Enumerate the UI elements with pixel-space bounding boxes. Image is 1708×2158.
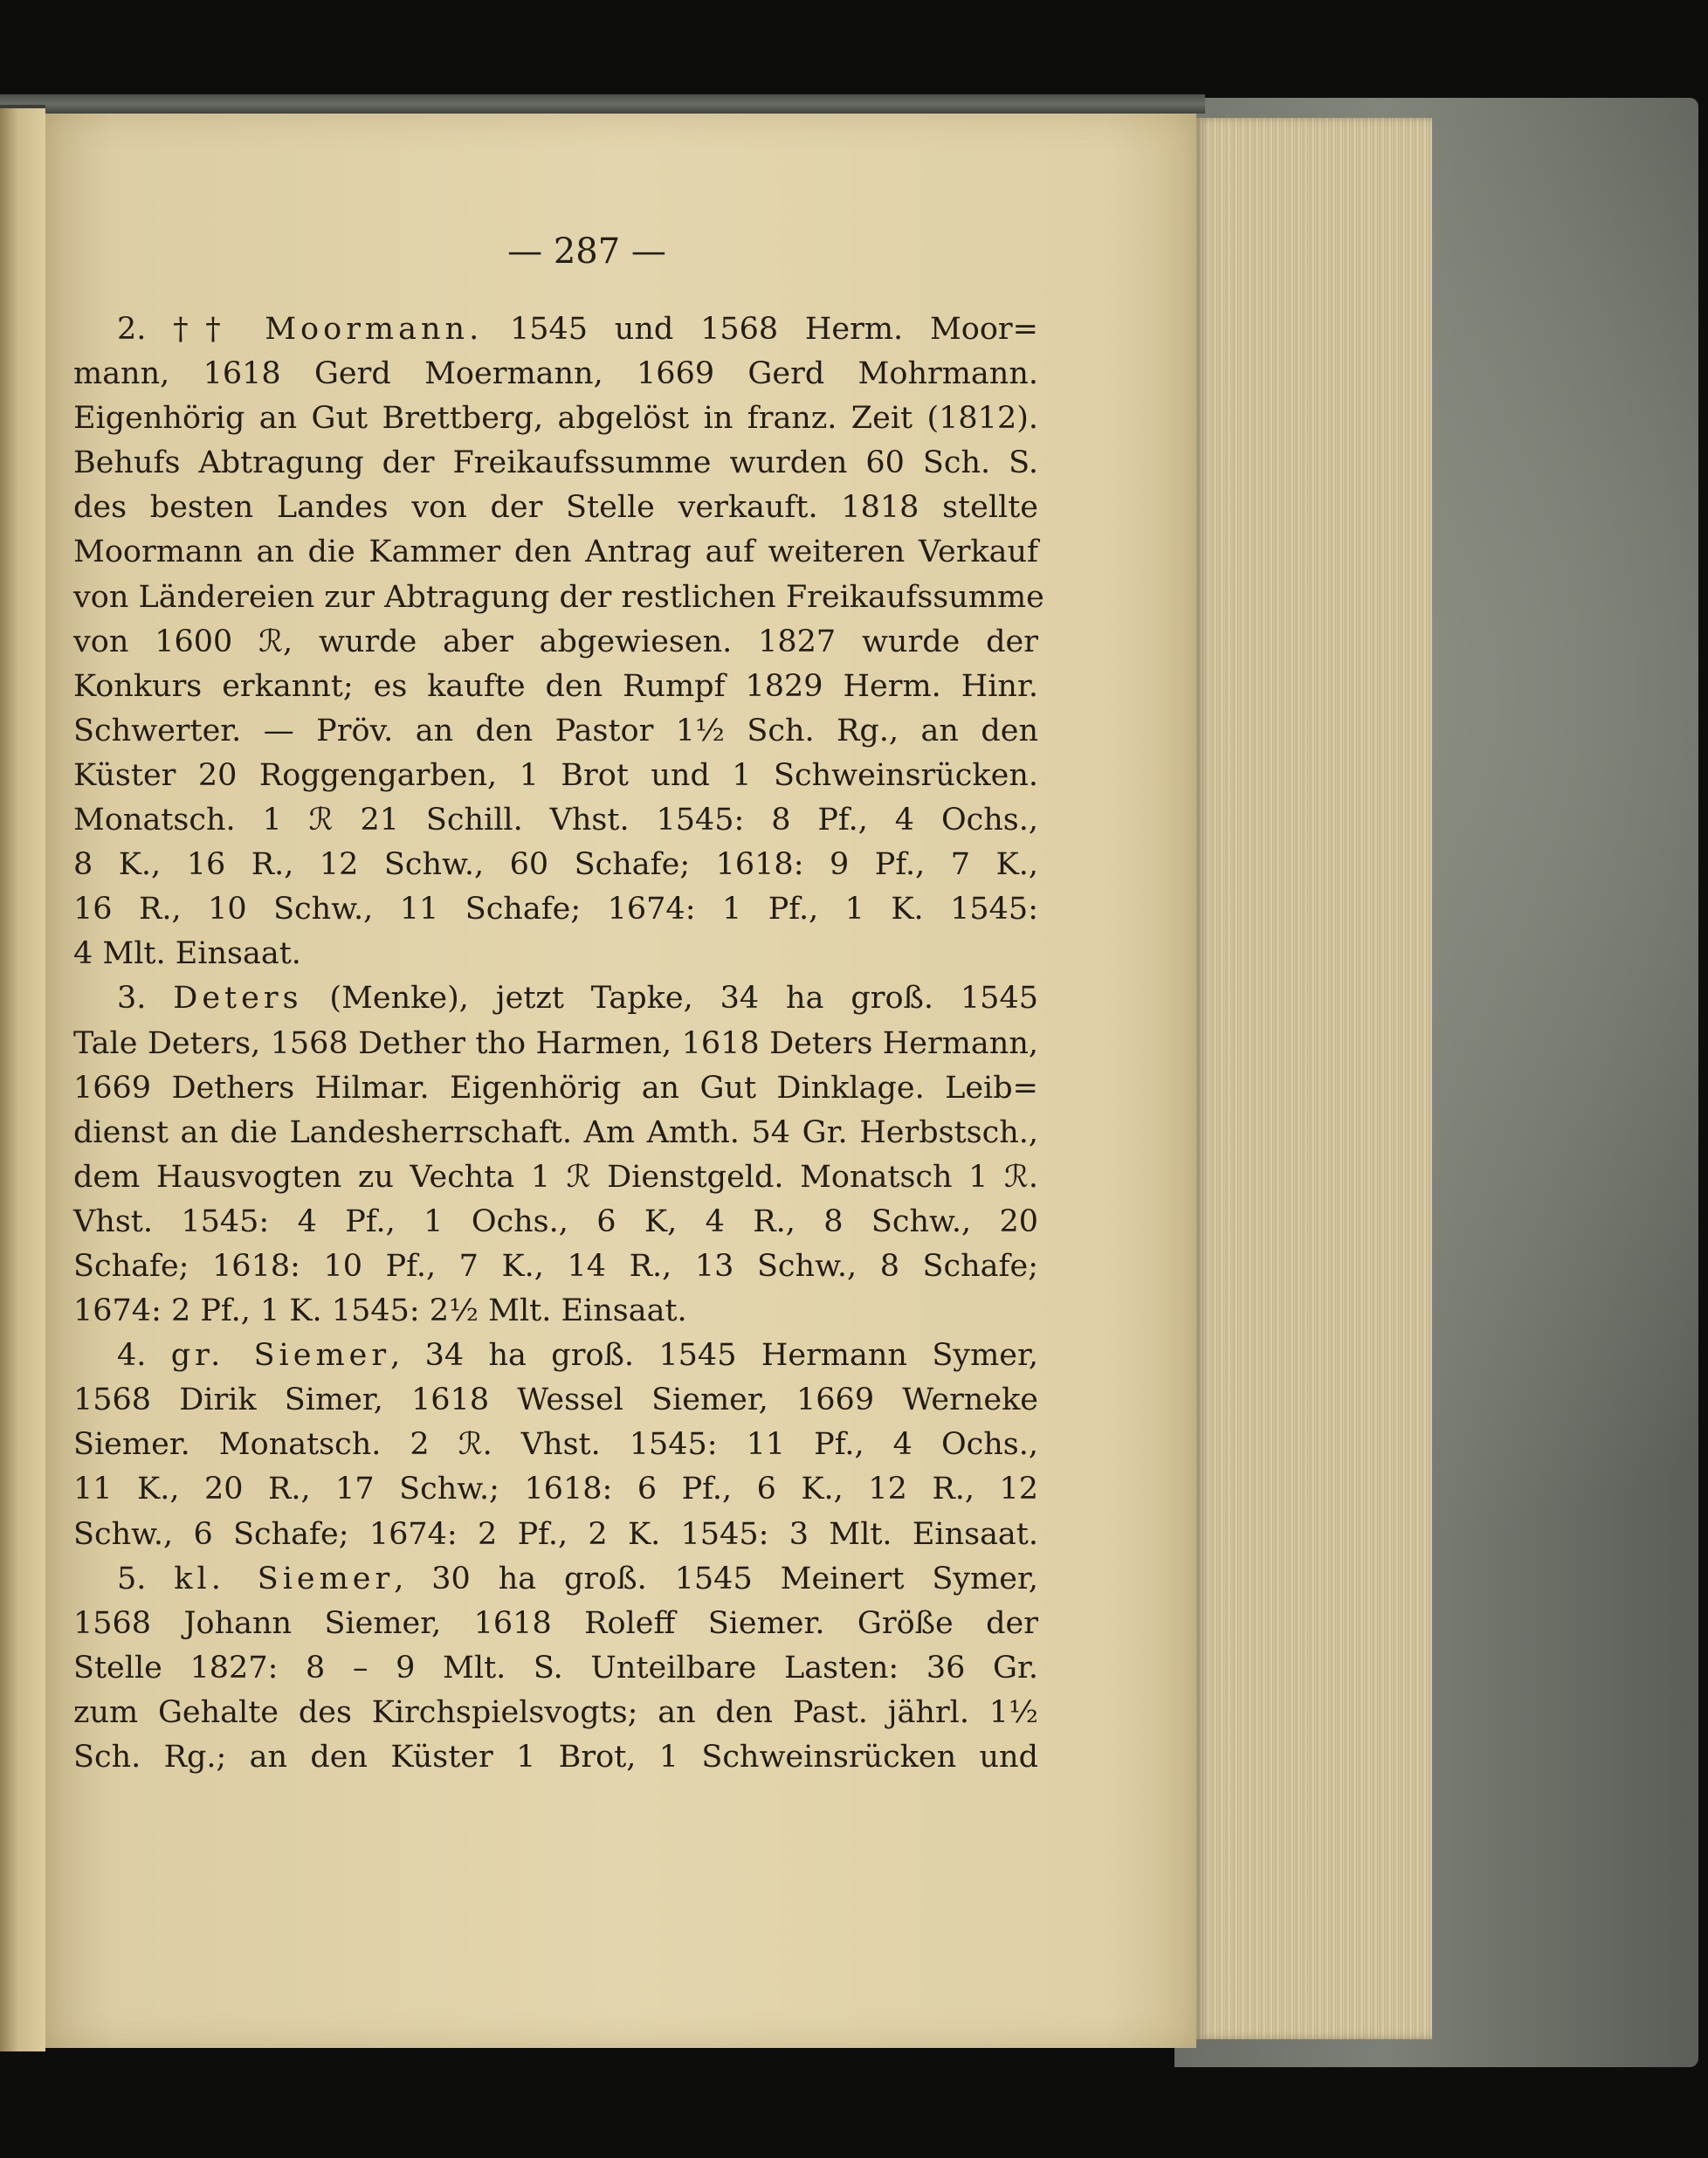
text-fragment: 1545 und 1568 Herm. Moor= <box>483 312 1038 347</box>
text-line <box>73 887 1038 932</box>
text-line <box>73 352 1038 396</box>
text-fragment: 8 K., 16 R., 12 Schw., 60 Schafe; 1618: 9 Pf., 7 K., <box>73 847 1038 883</box>
text-line <box>73 576 1044 620</box>
text-line <box>73 396 1038 441</box>
text-fragment: Siemer. Monatsch. 2 ℛ. Vhst. 1545: 11 Pf., 4 Ochs., <box>73 1427 1038 1463</box>
entry-name: gr. Siemer <box>170 1338 391 1374</box>
text-line <box>73 486 1038 530</box>
text-fragment: 16 R., 10 Schw., 11 Schafe; 1674: 1 Pf., 1 K. 1545: <box>73 892 1038 927</box>
text-fragment: Schwerter. — Pröv. an den Pastor 1½ Sch. Rg., an den <box>73 713 1038 748</box>
text-line <box>73 441 1038 486</box>
text-fragment: Eigenhörig an Gut Brettberg, abgelöst in franz. Zeit (1812). <box>73 401 1038 437</box>
text-line <box>73 307 1038 352</box>
text-fragment: (Menke), jetzt Tapke, 34 ha groß. 1545 <box>302 981 1038 1017</box>
text-fragment: 11 K., 20 R., 17 Schw.; 1618: 6 Pf., 6 K., 12 R., 12 <box>73 1472 1038 1507</box>
text-fragment: Moormann an die Kammer den Antrag auf weiteren Verkauf <box>73 534 1038 570</box>
text-fragment: Tale Deters, 1568 Dether tho Harmen, 1618 Deters Hermann, <box>73 1025 1038 1061</box>
text-fragment: dienst an die Landesherrschaft. Am Amth. 54 Gr. Herbstsch., <box>73 1114 1038 1150</box>
text-line <box>73 1111 1038 1155</box>
text-fragment: 1568 Dirik Simer, 1618 Wessel Siemer, 1669 Werneke <box>73 1382 1038 1418</box>
text-fragment: Sch. Rg.; an den Küster 1 Brot, 1 Schweinsrücken und <box>73 1740 1038 1775</box>
entry-name: Moormann. <box>265 312 484 347</box>
text-line <box>73 1200 1038 1244</box>
text-line <box>73 1513 1038 1557</box>
text-line <box>73 1423 1038 1467</box>
text-line <box>73 1066 1038 1111</box>
text-fragment: 4. <box>117 1338 171 1374</box>
text-line <box>73 1289 1038 1334</box>
text-line <box>73 620 1038 665</box>
text-fragment: 3. <box>117 981 174 1017</box>
text-line <box>73 1467 1038 1512</box>
text-fragment: Küster 20 Roggengarben, 1 Brot und 1 Schweinsrücken. <box>73 757 1038 793</box>
text-line <box>73 1691 1038 1735</box>
text-fragment: dem Hausvogten zu Vechta 1 ℛ Dienstgeld. Monatsch 1 ℛ. <box>73 1159 1038 1195</box>
text-fragment: zum Gehalte des Kirchspielsvogts; an den Past. jährl. 1½ <box>73 1694 1038 1730</box>
text-line <box>73 1557 1038 1602</box>
text-line <box>73 530 1038 575</box>
text-line <box>73 1022 1038 1066</box>
page-edges <box>1196 118 1432 2039</box>
text-line <box>73 932 1038 976</box>
text-line <box>73 798 1038 843</box>
text-line <box>73 1378 1038 1423</box>
text-line <box>73 843 1038 887</box>
text-line <box>73 1155 1038 1200</box>
text-line <box>73 1334 1038 1378</box>
text-fragment: Vhst. 1545: 4 Pf., 1 Ochs., 6 K, 4 R., 8 Schw., 20 <box>73 1203 1038 1239</box>
text-fragment: 4 Mlt. Einsaat. <box>73 936 301 972</box>
text-line <box>73 709 1038 754</box>
text-fragment: 5. <box>117 1561 175 1596</box>
text-fragment: Monatsch. 1 ℛ 21 Schill. Vhst. 1545: 8 Pf., 4 Ochs., <box>73 803 1038 838</box>
page-number: — 287 — <box>507 231 666 272</box>
text-fragment: Stelle 1827: 8 – 9 Mlt. S. Unteilbare Lasten: 36 Gr. <box>73 1650 1038 1686</box>
text-fragment: mann, 1618 Gerd Moermann, 1669 Gerd Mohrmann. <box>73 356 1038 392</box>
facing-page-edge <box>0 105 45 2051</box>
text-fragment: 2. †† <box>117 312 265 347</box>
entry-name: kl. Siemer <box>174 1561 395 1596</box>
text-fragment: des besten Landes von der Stelle verkauft. 1818 stellte <box>73 490 1038 526</box>
text-fragment: 1669 Dethers Hilmar. Eigenhörig an Gut Dinklage. Leib= <box>73 1070 1038 1106</box>
text-fragment: von Ländereien zur Abtragung der restlichen Freikaufssumme <box>73 579 1044 615</box>
text-line <box>73 665 1038 709</box>
text-line <box>73 1602 1038 1646</box>
body-text <box>73 307 1044 1780</box>
text-line <box>73 976 1038 1021</box>
text-fragment: 1674: 2 Pf., 1 K. 1545: 2½ Mlt. Einsaat. <box>73 1293 687 1329</box>
text-fragment: , 34 ha groß. 1545 Hermann Symer, <box>390 1338 1038 1374</box>
text-fragment: , 30 ha groß. 1545 Meinert Symer, <box>394 1561 1038 1596</box>
binding-strip <box>0 94 1205 114</box>
entry-name: Deters <box>173 981 303 1017</box>
text-line <box>73 1735 1038 1780</box>
text-line <box>73 754 1038 798</box>
text-line <box>73 1646 1038 1691</box>
text-line <box>73 1244 1038 1289</box>
text-fragment: Behufs Abtragung der Freikaufssumme wurden 60 Sch. S. <box>73 445 1038 481</box>
text-fragment: Schw., 6 Schafe; 1674: 2 Pf., 2 K. 1545: 3 Mlt. Einsaat. <box>73 1516 1038 1552</box>
text-fragment: Konkurs erkannt; es kaufte den Rumpf 1829 Herm. Hinr. <box>73 668 1038 704</box>
text-fragment: von 1600 ℛ, wurde aber abgewiesen. 1827 wurde der <box>73 624 1038 659</box>
book-page <box>45 114 1196 2048</box>
text-fragment: 1568 Johann Siemer, 1618 Roleff Siemer. Größe der <box>73 1605 1038 1641</box>
text-fragment: Schafe; 1618: 10 Pf., 7 K., 14 R., 13 Schw., 8 Schafe; <box>73 1248 1038 1284</box>
